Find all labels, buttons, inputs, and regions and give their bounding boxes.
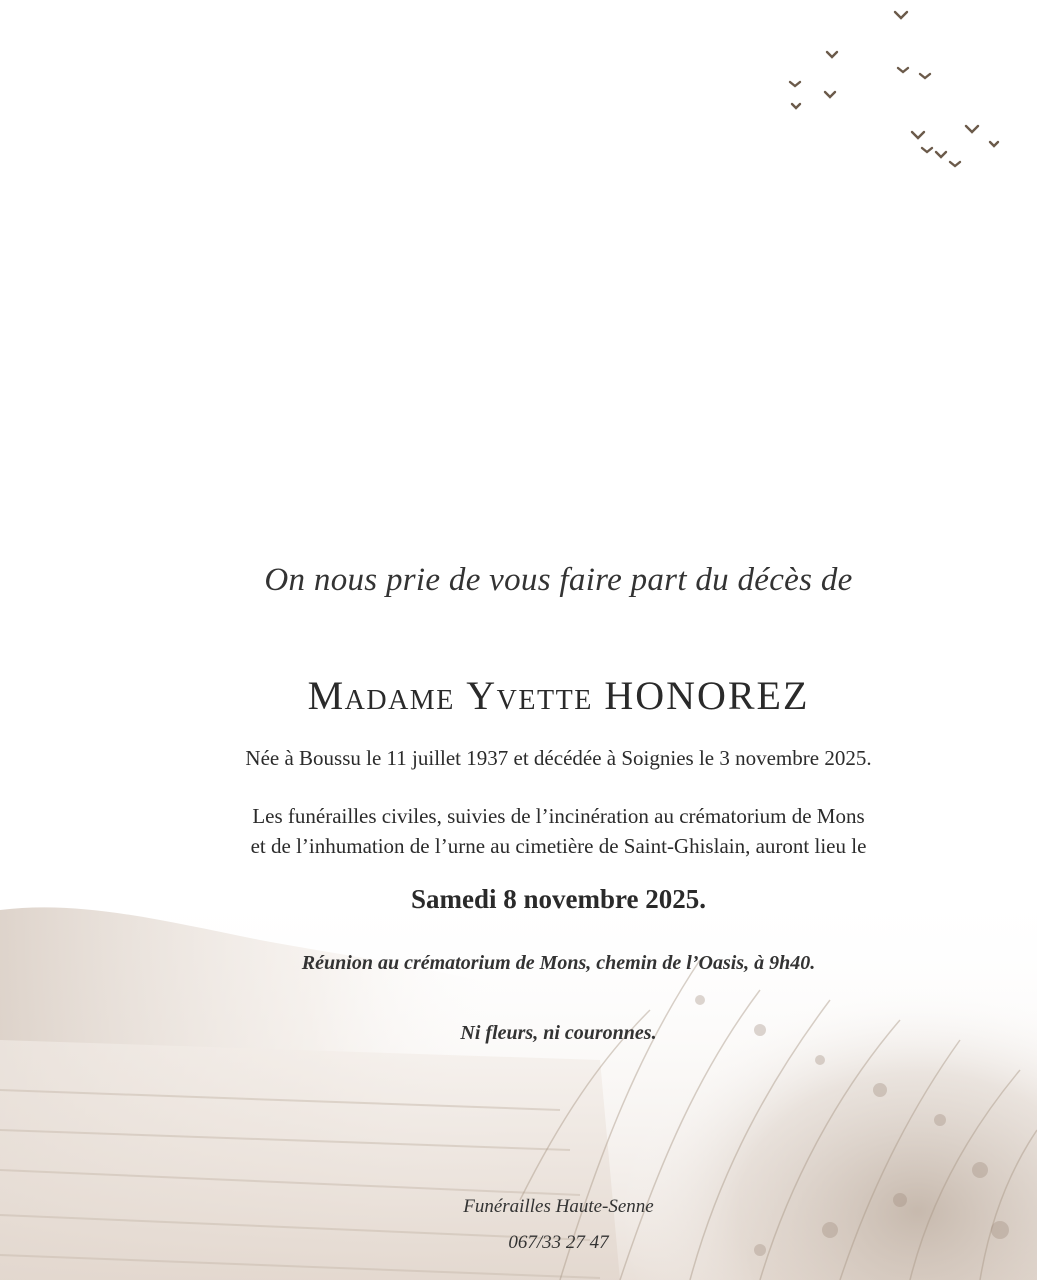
name-first: Yvette [466, 673, 593, 718]
funeral-date: Samedi 8 novembre 2025. [411, 884, 706, 914]
funeral-home-name: Funérailles Haute-Senne [463, 1196, 654, 1217]
meeting-info: Réunion au crématorium de Mons, chemin de l’Oasis, à 9h40. [301, 952, 816, 974]
notice-intro: On nous prie de vous faire part du décès de [264, 562, 853, 598]
name-surname: HONOREZ [604, 673, 810, 718]
flowers-note: Ni fleurs, ni couronnes. [460, 1022, 657, 1044]
name-title: Madame [307, 673, 455, 718]
funeral-home-phone: 067/33 27 47 [508, 1232, 609, 1253]
funeral-details-line-2: et de l’inhumation de l’urne au cimetière de Saint-Ghislain, auront lieu le [250, 834, 867, 858]
funeral-details-line-1: Les funérailles civiles, suivies de l’incinération au crématorium de Mons [252, 804, 865, 828]
birth-death-dates: Née à Boussu le 11 juillet 1937 et décédée à Soignies le 3 novembre 2025. [245, 746, 872, 770]
deceased-name [0, 672, 1037, 719]
